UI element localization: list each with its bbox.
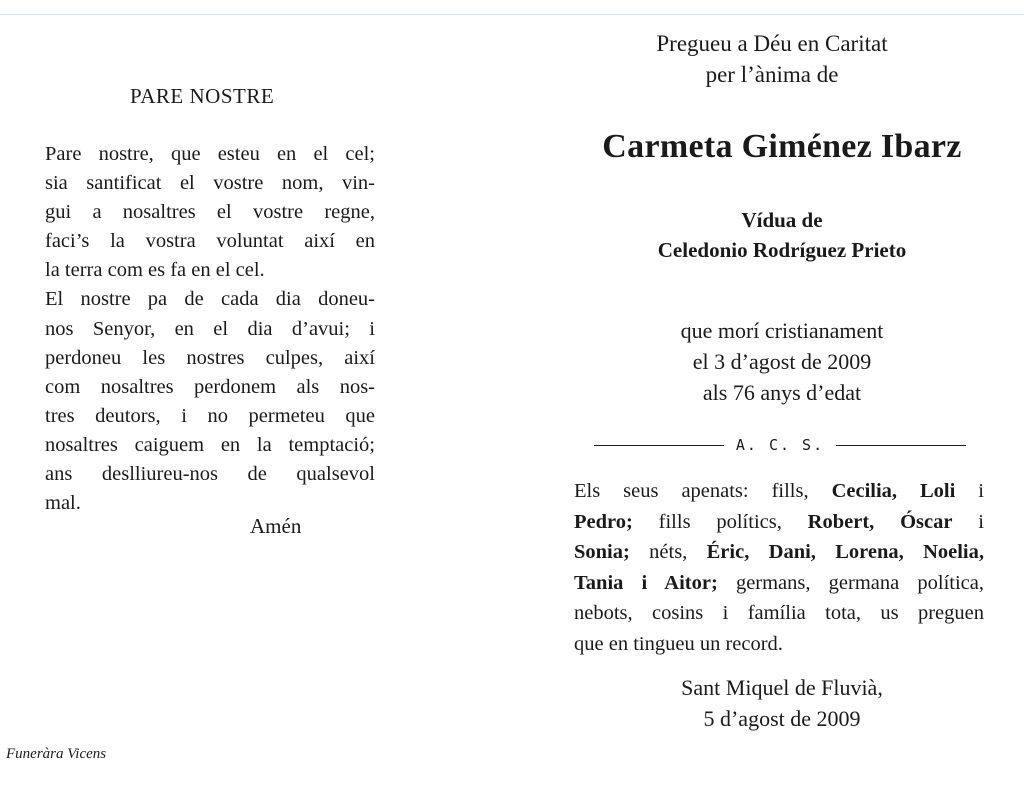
- amen-text: Amén: [250, 514, 302, 538]
- mourners-paragraph: [574, 476, 984, 659]
- mourner-names: Tania i Aitor;: [574, 571, 718, 594]
- mourners-line: [574, 476, 984, 507]
- prayer-line: Pare nostre, que esteu en el cel;: [45, 143, 375, 165]
- mourners-text: Els seus apenats: fills,: [574, 480, 832, 502]
- prayer-line: nosaltres caiguem en la temptació;: [45, 433, 375, 456]
- prayer-line: ans deslliureu-nos de qualsevol: [45, 463, 375, 486]
- widow-of-block: [552, 205, 1012, 265]
- divider-line-left: [594, 445, 724, 446]
- prayer-line: mal.: [45, 492, 81, 515]
- death-line-1: que morí cristianament: [680, 318, 884, 343]
- mourner-names: Sonia;: [574, 541, 630, 563]
- death-line-2: el 3 d’agost de 2009: [692, 349, 872, 374]
- death-line-3: als 76 anys d’edat: [702, 380, 862, 405]
- mourner-names: Robert, Óscar: [807, 510, 953, 533]
- prayer-line: faci’s la vostra voluntat així en: [45, 230, 375, 253]
- prayer-text: [45, 140, 375, 518]
- place-and-date: [552, 672, 1012, 734]
- mourners-line: que en tingueu un record.: [574, 632, 783, 655]
- right-panel-obituary: [512, 0, 1024, 791]
- prayer-request: [552, 28, 992, 90]
- prayer-line: sia santificat el vostre nom, vin-: [45, 172, 375, 195]
- mourners-text: fills polítics,: [632, 510, 808, 533]
- mourner-names: Cecilia, Loli: [831, 480, 956, 502]
- mourners-line: nebots, cosins i família tota, us preguen: [574, 602, 984, 624]
- prayer-line: perdoneu les nostres culpes, així: [45, 346, 375, 369]
- prayer-line: El nostre pa de cada dia doneu-: [45, 288, 375, 311]
- widow-label: Vídua de: [741, 208, 823, 232]
- prayer-line: nos Senyor, en el dia d’avui; i: [45, 317, 375, 340]
- mourners-text: i: [955, 480, 984, 502]
- prayer-title: PARE NOSTRE: [130, 84, 275, 108]
- acs-text: A. C. S.: [735, 436, 825, 454]
- death-details: [552, 315, 1012, 408]
- prayer-line: gui a nosaltres el vostre regne,: [45, 201, 375, 224]
- funeral-home-credit: Funeràra Vicens: [6, 746, 107, 762]
- acs-divider: [594, 432, 966, 458]
- prayer-line: la terra com es fa en el cel.: [45, 259, 265, 282]
- mourner-names: Éric, Dani, Lorena, Noelia,: [706, 541, 984, 563]
- prayer-request-line-1: Pregueu a Déu en Caritat: [656, 31, 888, 56]
- spouse-name: Celedonio Rodríguez Prieto: [657, 238, 907, 262]
- divider-line-right: [836, 445, 966, 446]
- mourners-text: néts,: [629, 541, 707, 563]
- prayer-line: tres deutors, i no permeteu que: [45, 404, 375, 427]
- place-text: Sant Miquel de Fluvià,: [681, 675, 883, 700]
- mourner-names: Pedro;: [574, 510, 633, 533]
- date-text: 5 d’agost de 2009: [703, 706, 861, 731]
- prayer-request-line-2: per l’ànima de: [705, 62, 839, 87]
- mourners-line: [574, 568, 984, 599]
- mourners-text: germans, germana política,: [717, 571, 984, 594]
- mourners-line: [574, 537, 984, 568]
- prayer-line: com nosaltres perdonem als nos-: [45, 375, 375, 398]
- mourners-text: i: [952, 510, 985, 533]
- mourners-line: [574, 507, 984, 538]
- deceased-name: Carmeta Giménez Ibarz: [602, 128, 962, 165]
